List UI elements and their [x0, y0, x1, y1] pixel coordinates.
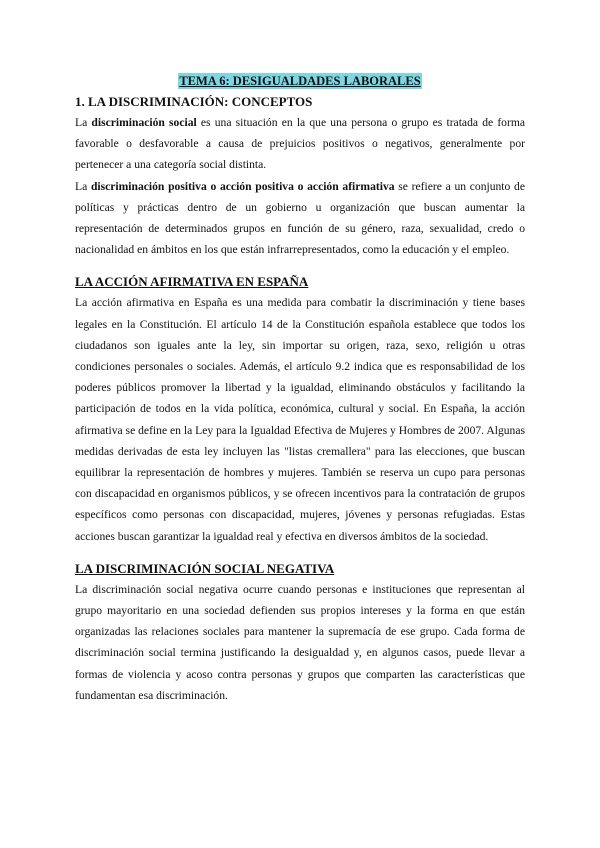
document-title: TEMA 6: DESIGUALDADES LABORALES: [179, 74, 421, 88]
term-discriminacion-positiva: discriminación positiva o acción positiva o acción afirmativa: [90, 179, 395, 193]
section1-heading: 1. LA DISCRIMINACIÓN: CONCEPTOS: [75, 94, 313, 109]
section1-paragraph-1: La discriminación social es una situación en la que una persona o grupo es tratada de forma favorable o desfavorable a causa de prejuicios positivos o negativos, generalmente por pertenecer a una categoría social distinta.: [75, 116, 526, 172]
spacer: [75, 260, 525, 272]
section2-paragraph-1: La acción afirmativa en España es una medida para combatir la discriminación y tiene bases legales en la Constitución. El artículo 14 de la Constitución española establece que todos los ciudadanos son iguales ante la ley, sin importar su origen, raza, sexo, religión u otras condiciones personales o sociales. Además, el artículo 9.2 indica que es responsabilidad de los poderes públicos promover la libertad y la igualdad, eliminando obstáculos y facilitando la participación de todos en la vida política, económica, cultural y social. En España, la acción afirmativa se define en la Ley para la Igualdad Efectiva de Mujeres y Hombres de 2007. Algunas medidas derivadas de esta ley incluyen las "listas cremallera" para las elecciones, que buscan equilibrar la representación de hombres y mujeres. También se reserva un cupo para personas con discapacidad en organismos públicos, y se ofrecen incentivos para la contratación de grupos específicos como personas con discapacidad, mujeres, jóvenes y personas refugiadas. Estas acciones buscan garantizar la igualdad real y efectiva en diversos ámbitos de la sociedad.: [75, 296, 525, 543]
title-wrap: [75, 0, 525, 92]
term-discriminacion-social: discriminación social: [91, 116, 197, 129]
section1-paragraph-2: La discriminación positiva o acción positiva o acción afirmativa se refiere a un conjunto de políticas y prácticas dentro de un gobierno u organización que buscan aumentar la representación de determinados grupos en función de su género, raza, sexualidad, credo o nacionalidad en ámbitos en los que están infrarrepresentados, como la educación y el empleo.: [75, 179, 525, 257]
section2-heading: LA ACCIÓN AFIRMATIVA EN ESPAÑA: [75, 274, 309, 290]
section3-heading: LA DISCRIMINACIÓN SOCIAL NEGATIVA: [75, 560, 335, 576]
spacer: [75, 547, 525, 559]
section3-paragraph-1: La discriminación social negativa ocurre cuando personas e instituciones que representan al grupo mayoritario en una sociedad defienden sus propios intereses y la forma en que están organizadas las relaciones sociales para mantener la supremacía de ese grupo. Cada forma de discriminación social termina justificando la desigualdad y, en algunos casos, puede llevar a formas de violencia y acoso contra personas y grupos que comparten las características que fundamentan esa discriminación.: [75, 582, 525, 702]
